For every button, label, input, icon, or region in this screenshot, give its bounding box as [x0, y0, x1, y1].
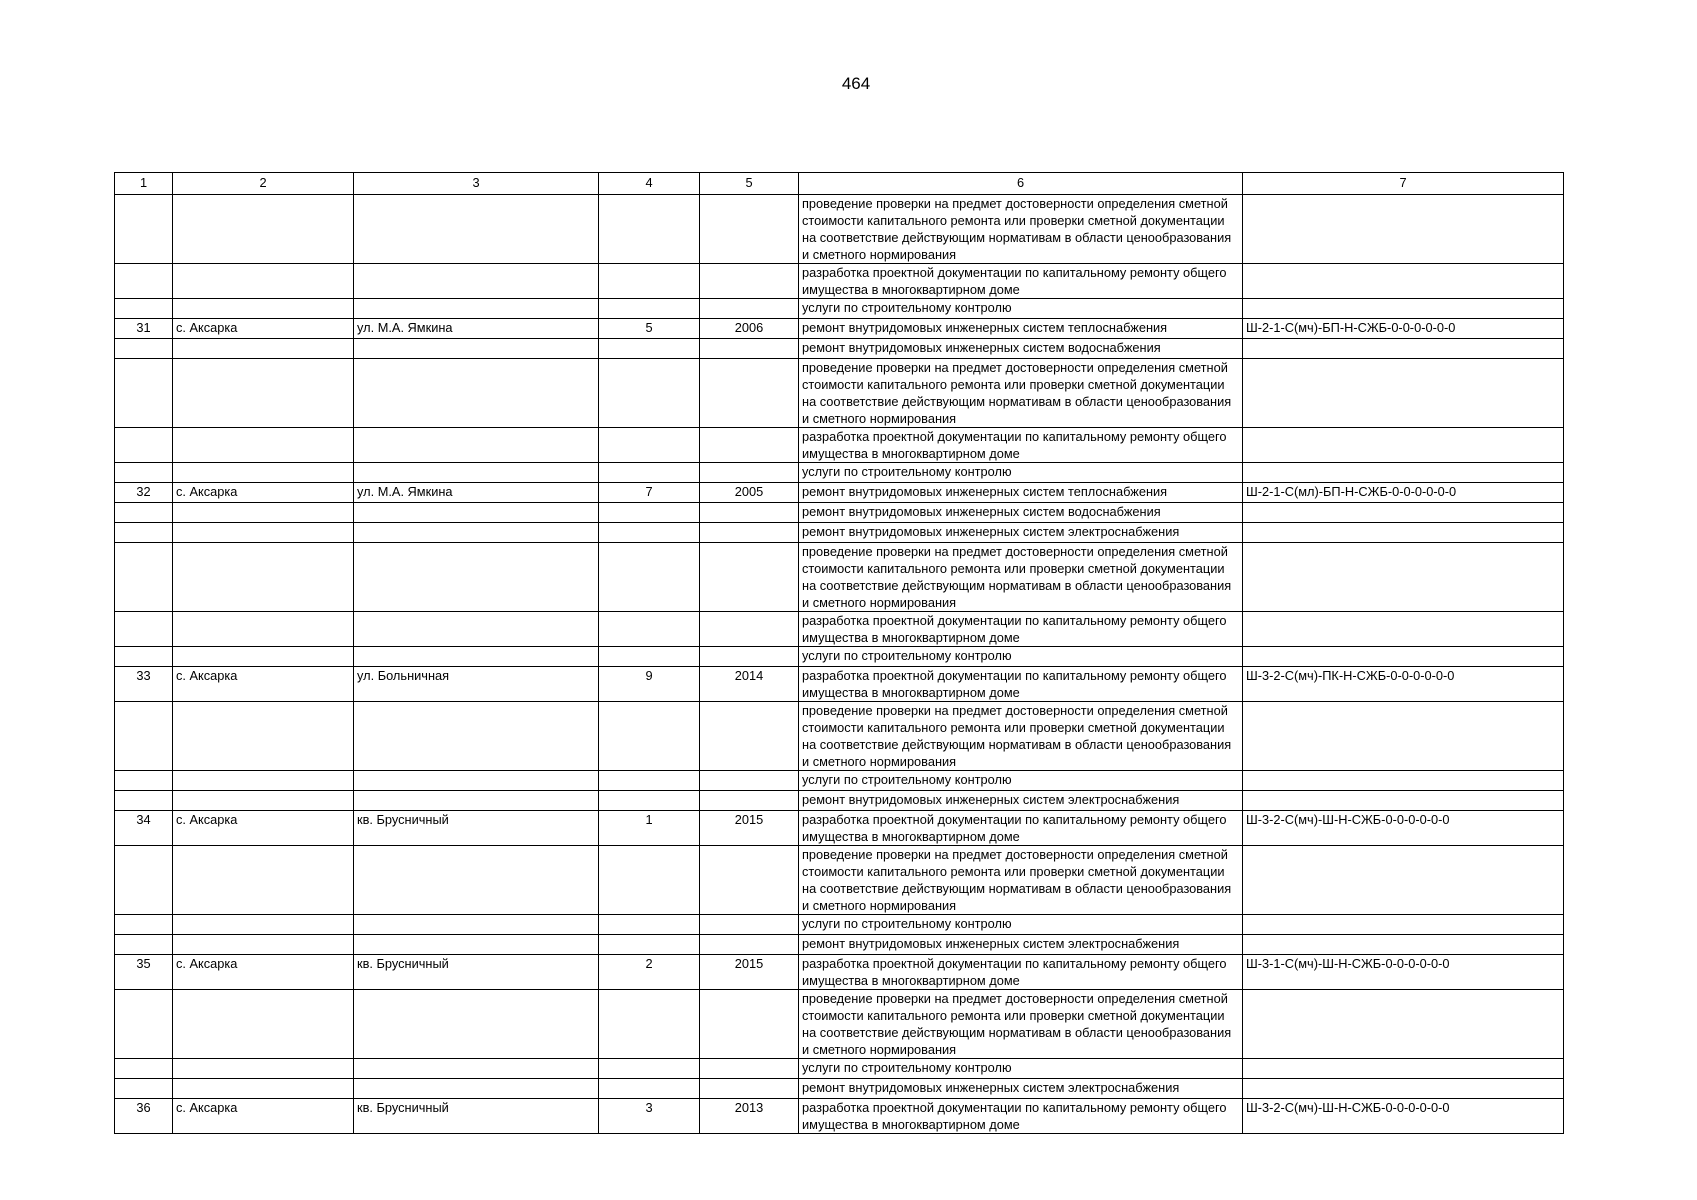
cell-code: [1243, 463, 1564, 483]
cell-settlement: [173, 543, 354, 612]
page-number: 464: [841, 74, 871, 93]
cell-code: Ш-2-1-С(мч)-БП-Н-СЖБ-0-0-0-0-0-0: [1243, 319, 1564, 339]
cell-work-type: услуги по строительному контролю: [799, 299, 1243, 319]
table-row: [115, 990, 1564, 1059]
cell-house: [599, 846, 700, 915]
cell-settlement: [173, 428, 354, 463]
table-row: [115, 319, 1564, 339]
table-row: [115, 935, 1564, 955]
column-header: 5: [700, 173, 799, 195]
cell-number: [115, 463, 173, 483]
cell-settlement: [173, 935, 354, 955]
cell-house: [599, 543, 700, 612]
cell-year: [700, 771, 799, 791]
cell-year: [700, 1059, 799, 1079]
cell-settlement: [173, 523, 354, 543]
cell-year: [700, 915, 799, 935]
cell-address: [354, 647, 599, 667]
cell-settlement: [173, 915, 354, 935]
cell-code: [1243, 771, 1564, 791]
cell-house: [599, 195, 700, 264]
cell-work-type: услуги по строительному контролю: [799, 915, 1243, 935]
cell-number: 33: [115, 667, 173, 702]
cell-work-type: услуги по строительному контролю: [799, 771, 1243, 791]
cell-work-type: проведение проверки на предмет достоверности определения сметной стоимости капитального ремонта или проверки сметной документации на соответствие действующим нормативам в области ценообразования и сметного нормирования: [799, 846, 1243, 915]
cell-number: [115, 428, 173, 463]
cell-number: [115, 1079, 173, 1099]
cell-number: [115, 339, 173, 359]
cell-settlement: [173, 339, 354, 359]
cell-code: [1243, 1079, 1564, 1099]
cell-settlement: с. Аксарка: [173, 483, 354, 503]
cell-code: [1243, 846, 1564, 915]
cell-address: [354, 264, 599, 299]
cell-house: [599, 647, 700, 667]
cell-code: [1243, 299, 1564, 319]
cell-work-type: ремонт внутридомовых инженерных систем водоснабжения: [799, 339, 1243, 359]
cell-settlement: [173, 264, 354, 299]
column-header: 3: [354, 173, 599, 195]
cell-year: [700, 990, 799, 1059]
table-row: [115, 463, 1564, 483]
cell-work-type: ремонт внутридомовых инженерных систем электроснабжения: [799, 523, 1243, 543]
cell-settlement: с. Аксарка: [173, 667, 354, 702]
cell-house: [599, 612, 700, 647]
cell-code: [1243, 339, 1564, 359]
cell-house: [599, 702, 700, 771]
cell-code: [1243, 647, 1564, 667]
cell-work-type: проведение проверки на предмет достоверности определения сметной стоимости капитального ремонта или проверки сметной документации на соответствие действующим нормативам в области ценообразования и сметного нормирования: [799, 195, 1243, 264]
cell-number: [115, 195, 173, 264]
cell-address: [354, 915, 599, 935]
table-row: [115, 702, 1564, 771]
cell-number: [115, 543, 173, 612]
cell-number: [115, 264, 173, 299]
cell-settlement: [173, 359, 354, 428]
cell-year: [700, 846, 799, 915]
cell-work-type: услуги по строительному контролю: [799, 647, 1243, 667]
cell-code: [1243, 359, 1564, 428]
cell-number: 32: [115, 483, 173, 503]
cell-settlement: [173, 647, 354, 667]
cell-year: [700, 359, 799, 428]
cell-house: [599, 339, 700, 359]
table-row: [115, 195, 1564, 264]
cell-address: [354, 935, 599, 955]
table-row: [115, 1099, 1564, 1134]
cell-work-type: проведение проверки на предмет достоверности определения сметной стоимости капитального ремонта или проверки сметной документации на соответствие действующим нормативам в области ценообразования и сметного нормирования: [799, 543, 1243, 612]
cell-house: [599, 523, 700, 543]
cell-settlement: [173, 702, 354, 771]
cell-number: [115, 846, 173, 915]
cell-house: [599, 935, 700, 955]
cell-settlement: [173, 1059, 354, 1079]
table-row: [115, 771, 1564, 791]
cell-work-type: проведение проверки на предмет достоверности определения сметной стоимости капитального ремонта или проверки сметной документации на соответствие действующим нормативам в области ценообразования и сметного нормирования: [799, 702, 1243, 771]
cell-house: [599, 299, 700, 319]
table-row: [115, 1059, 1564, 1079]
table-row: [115, 543, 1564, 612]
cell-house: [599, 503, 700, 523]
cell-code: [1243, 428, 1564, 463]
table-row: [115, 811, 1564, 846]
cell-house: [599, 1059, 700, 1079]
cell-work-type: услуги по строительному контролю: [799, 463, 1243, 483]
cell-address: [354, 543, 599, 612]
cell-number: [115, 299, 173, 319]
cell-work-type: проведение проверки на предмет достоверности определения сметной стоимости капитального ремонта или проверки сметной документации на соответствие действующим нормативам в области ценообразования и сметного нормирования: [799, 359, 1243, 428]
table-row: [115, 503, 1564, 523]
cell-work-type: услуги по строительному контролю: [799, 1059, 1243, 1079]
cell-number: [115, 647, 173, 667]
cell-settlement: [173, 791, 354, 811]
cell-year: [700, 523, 799, 543]
cell-address: [354, 1059, 599, 1079]
cell-work-type: разработка проектной документации по капитальному ремонту общего имущества в многоквартирном доме: [799, 428, 1243, 463]
cell-address: [354, 359, 599, 428]
cell-settlement: с. Аксарка: [173, 319, 354, 339]
cell-number: [115, 702, 173, 771]
table-row: [115, 1079, 1564, 1099]
cell-work-type: ремонт внутридомовых инженерных систем электроснабжения: [799, 935, 1243, 955]
cell-settlement: [173, 1079, 354, 1099]
cell-house: 9: [599, 667, 700, 702]
cell-work-type: разработка проектной документации по капитальному ремонту общего имущества в многоквартирном доме: [799, 612, 1243, 647]
cell-number: [115, 523, 173, 543]
cell-number: [115, 503, 173, 523]
cell-year: [700, 195, 799, 264]
cell-year: 2015: [700, 811, 799, 846]
cell-work-type: ремонт внутридомовых инженерных систем электроснабжения: [799, 791, 1243, 811]
cell-house: [599, 791, 700, 811]
cell-code: [1243, 612, 1564, 647]
cell-settlement: с. Аксарка: [173, 955, 354, 990]
table-row: [115, 955, 1564, 990]
table-row: [115, 667, 1564, 702]
cell-number: [115, 935, 173, 955]
cell-code: Ш-3-2-С(мч)-ПК-Н-СЖБ-0-0-0-0-0-0: [1243, 667, 1564, 702]
cell-number: [115, 990, 173, 1059]
cell-house: [599, 428, 700, 463]
cell-year: [700, 1079, 799, 1099]
cell-settlement: [173, 299, 354, 319]
cell-code: [1243, 523, 1564, 543]
cell-settlement: с. Аксарка: [173, 811, 354, 846]
table-row: [115, 612, 1564, 647]
cell-address: кв. Брусничный: [354, 955, 599, 990]
cell-year: [700, 612, 799, 647]
column-header: 6: [799, 173, 1243, 195]
cell-work-type: ремонт внутридомовых инженерных систем водоснабжения: [799, 503, 1243, 523]
cell-code: [1243, 195, 1564, 264]
cell-year: [700, 935, 799, 955]
cell-work-type: ремонт внутридомовых инженерных систем электроснабжения: [799, 1079, 1243, 1099]
table-row: [115, 523, 1564, 543]
cell-code: Ш-3-2-С(мч)-Ш-Н-СЖБ-0-0-0-0-0-0: [1243, 1099, 1564, 1134]
cell-year: [700, 299, 799, 319]
cell-number: 35: [115, 955, 173, 990]
cell-number: [115, 771, 173, 791]
cell-work-type: проведение проверки на предмет достоверности определения сметной стоимости капитального ремонта или проверки сметной документации на соответствие действующим нормативам в области ценообразования и сметного нормирования: [799, 990, 1243, 1059]
cell-house: [599, 463, 700, 483]
cell-year: 2006: [700, 319, 799, 339]
cell-settlement: [173, 612, 354, 647]
table-row: [115, 647, 1564, 667]
cell-number: [115, 359, 173, 428]
table-row: [115, 359, 1564, 428]
cell-number: 36: [115, 1099, 173, 1134]
cell-work-type: разработка проектной документации по капитальному ремонту общего имущества в многоквартирном доме: [799, 264, 1243, 299]
cell-settlement: [173, 463, 354, 483]
cell-settlement: с. Аксарка: [173, 1099, 354, 1134]
cell-address: [354, 791, 599, 811]
cell-house: [599, 264, 700, 299]
cell-code: [1243, 935, 1564, 955]
cell-year: 2015: [700, 955, 799, 990]
column-header: 1: [115, 173, 173, 195]
cell-year: 2005: [700, 483, 799, 503]
cell-year: 2013: [700, 1099, 799, 1134]
cell-address: [354, 299, 599, 319]
cell-code: [1243, 1059, 1564, 1079]
cell-code: Ш-3-1-С(мч)-Ш-Н-СЖБ-0-0-0-0-0-0: [1243, 955, 1564, 990]
cell-settlement: [173, 990, 354, 1059]
cell-house: 5: [599, 319, 700, 339]
cell-address: [354, 428, 599, 463]
cell-house: 7: [599, 483, 700, 503]
cell-number: 34: [115, 811, 173, 846]
cell-house: 3: [599, 1099, 700, 1134]
table-row: [115, 299, 1564, 319]
cell-code: [1243, 503, 1564, 523]
cell-code: [1243, 543, 1564, 612]
table-row: [115, 264, 1564, 299]
cell-work-type: разработка проектной документации по капитальному ремонту общего имущества в многоквартирном доме: [799, 1099, 1243, 1134]
cell-work-type: ремонт внутридомовых инженерных систем теплоснабжения: [799, 483, 1243, 503]
cell-address: ул. М.А. Ямкина: [354, 319, 599, 339]
cell-house: 2: [599, 955, 700, 990]
table-body: [115, 195, 1564, 1134]
cell-year: [700, 791, 799, 811]
cell-settlement: [173, 846, 354, 915]
table-row: [115, 339, 1564, 359]
cell-address: [354, 339, 599, 359]
cell-code: [1243, 264, 1564, 299]
cell-work-type: разработка проектной документации по капитальному ремонту общего имущества в многоквартирном доме: [799, 667, 1243, 702]
table-header-row: [115, 173, 1564, 195]
table-row: [115, 846, 1564, 915]
cell-work-type: ремонт внутридомовых инженерных систем теплоснабжения: [799, 319, 1243, 339]
cell-year: [700, 264, 799, 299]
cell-year: 2014: [700, 667, 799, 702]
cell-number: [115, 915, 173, 935]
cell-address: [354, 990, 599, 1059]
cell-house: [599, 990, 700, 1059]
cell-code: [1243, 915, 1564, 935]
cell-year: [700, 543, 799, 612]
repair-schedule-table: [114, 172, 1564, 1134]
cell-number: 31: [115, 319, 173, 339]
cell-address: [354, 771, 599, 791]
cell-house: [599, 771, 700, 791]
cell-year: [700, 702, 799, 771]
cell-address: [354, 503, 599, 523]
cell-code: Ш-2-1-С(мл)-БП-Н-СЖБ-0-0-0-0-0-0: [1243, 483, 1564, 503]
cell-address: [354, 1079, 599, 1099]
cell-number: [115, 612, 173, 647]
table-row: [115, 428, 1564, 463]
cell-code: Ш-3-2-С(мч)-Ш-Н-СЖБ-0-0-0-0-0-0: [1243, 811, 1564, 846]
cell-settlement: [173, 503, 354, 523]
cell-address: [354, 846, 599, 915]
cell-address: ул. М.А. Ямкина: [354, 483, 599, 503]
cell-address: [354, 463, 599, 483]
cell-house: [599, 359, 700, 428]
cell-house: 1: [599, 811, 700, 846]
cell-number: [115, 791, 173, 811]
cell-house: [599, 1079, 700, 1099]
cell-code: [1243, 702, 1564, 771]
column-header: 7: [1243, 173, 1564, 195]
cell-work-type: разработка проектной документации по капитальному ремонту общего имущества в многоквартирном доме: [799, 811, 1243, 846]
cell-address: [354, 612, 599, 647]
cell-year: [700, 463, 799, 483]
cell-address: [354, 702, 599, 771]
cell-address: [354, 195, 599, 264]
column-header: 2: [173, 173, 354, 195]
column-header: 4: [599, 173, 700, 195]
table-row: [115, 791, 1564, 811]
cell-address: кв. Брусничный: [354, 811, 599, 846]
cell-year: [700, 647, 799, 667]
cell-address: кв. Брусничный: [354, 1099, 599, 1134]
cell-settlement: [173, 771, 354, 791]
cell-year: [700, 428, 799, 463]
table-row: [115, 483, 1564, 503]
cell-number: [115, 1059, 173, 1079]
cell-settlement: [173, 195, 354, 264]
cell-year: [700, 339, 799, 359]
cell-house: [599, 915, 700, 935]
cell-code: [1243, 791, 1564, 811]
cell-work-type: разработка проектной документации по капитальному ремонту общего имущества в многоквартирном доме: [799, 955, 1243, 990]
cell-year: [700, 503, 799, 523]
cell-address: [354, 523, 599, 543]
cell-address: ул. Больничная: [354, 667, 599, 702]
cell-code: [1243, 990, 1564, 1059]
table-row: [115, 915, 1564, 935]
